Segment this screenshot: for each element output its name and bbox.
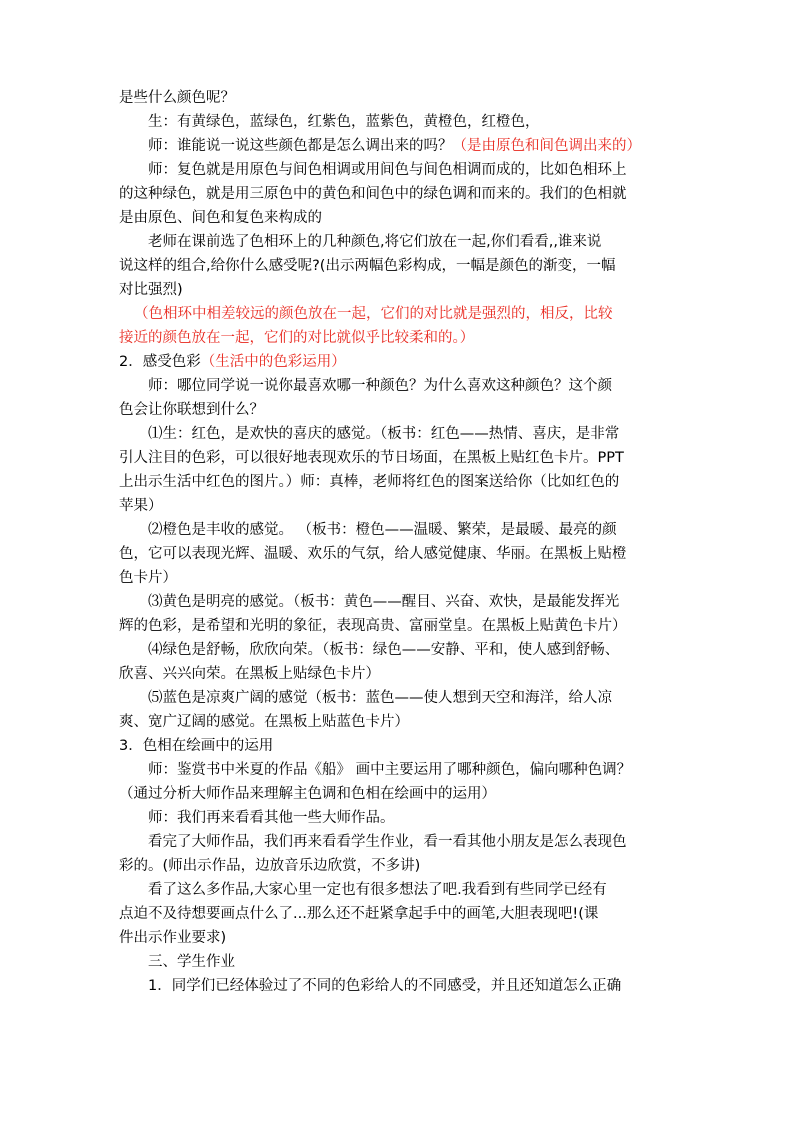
text-run: ⑸蓝色是凉爽广阔的感觉（板书：蓝色——使人想到天空和海洋，给人凉 [148,690,612,706]
text-line [148,422,619,446]
text-line [148,110,540,134]
text-line [119,614,627,638]
text-line [119,182,627,206]
text-line [134,302,613,326]
text-run: ⑶黄色是明亮的感觉。（板书：黄色——醒目、兴奋、欢快，是最能发挥光 [148,594,620,610]
text-line [148,518,617,542]
text-run: 三、学生作业 [148,954,235,970]
text-line [119,494,163,518]
text-line [148,758,631,782]
text-run: 欣喜、兴兴向荣。在黑板上贴绿色卡片） [119,666,380,682]
text-line [119,710,409,734]
text-run: 3．色相在绘画中的运用 [119,738,274,754]
text-run: 老师在课前选了色相环上的几种颜色,将它们放在一起,你们看看,,谁来说 [148,234,602,250]
text-run: 是由原色、间色和复色来构成的 [119,210,322,226]
text-line [148,230,601,254]
text-run: 对比强烈) [119,282,183,298]
highlighted-text: （是由原色和间色调出来的） [452,138,641,154]
text-run: ⑷绿色是舒畅，欣欣向荣。（板书：绿色——安静、平和，使人感到舒畅、 [148,642,620,658]
text-run: 师：哪位同学说一说你最喜欢哪一种颜色？为什么喜欢这种颜色？这个颜 [148,378,612,394]
text-run: 色，它可以表现光辉、温暖、欢乐的气氛，给人感觉健康、华丽。在黑板上贴橙 [119,546,627,562]
text-run: 辉的色彩，是希望和光明的象征，表现高贵、富丽堂皇。在黑板上贴黄色卡片） [119,618,627,634]
text-line [119,254,615,278]
text-line [148,158,627,182]
text-run: 师：鉴赏书中米夏的作品《船》 画中主要运用了哪种颜色，偏向哪种色调？ [148,762,632,778]
text-run: 1．同学们已经体验过了不同的色彩给人的不同感受，并且还知道怎么正确 [148,978,622,994]
text-line [119,350,346,374]
text-run: 点迫不及待想要画点什么了...那么还不赶紧拿起手中的画笔,大胆表现吧!(课 [119,906,599,922]
text-run: ⑴生：红色，是欢快的喜庆的感觉。（板书：红色——热情、喜庆，是非常 [148,426,620,442]
highlighted-text: 接近的颜色放在一起，它们的对比就似乎比较柔和的。） [119,330,475,346]
text-line [148,638,619,662]
text-run: 2．感受色彩 [119,354,201,370]
text-run: （通过分析大师作品来理解主色调和色相在绘画中的运用） [119,786,496,802]
text-line [119,926,226,950]
text-run: 看了这么多作品,大家心里一定也有很多想法了吧.我看到有些同学已经有 [148,882,607,898]
text-run: 说这样的组合,给你什么感受呢?(出示两幅色彩构成，一幅是颜色的渐变，一幅 [119,258,616,274]
text-line [148,950,235,974]
highlighted-text: （色相环中相差较远的颜色放在一起，它们的对比就是强烈的，相反，比较 [134,306,613,322]
text-run: 色卡片） [119,570,177,586]
text-line [148,830,627,854]
text-line [119,470,619,494]
text-run: ⑵橙色是丰收的感觉。 （板书：橙色——温暖、繁荣，是最暖、最亮的颜 [148,522,617,538]
text-line [148,878,607,902]
text-run: 生：有黄绿色，蓝绿色，红紫色，蓝紫色，黄橙色，红橙色， [148,114,540,130]
text-run: 师：复色就是用原色与间色相调或用间色与间色相调而成的，比如色相环上 [148,162,627,178]
text-line [148,686,612,710]
text-run: 师：谁能说一说这些颜色都是怎么调出来的吗？ [148,138,453,154]
text-line [148,134,641,158]
text-line [119,206,322,230]
text-run: 上出示生活中红色的图片。）师：真棒，老师将红色的图案送给你（比如红色的 [119,474,620,490]
text-line [119,278,183,302]
text-line [119,782,496,806]
text-run: 的这种绿色，就是用三原色中的黄色和间色中的绿色调和而来的。我们的色相就 [119,186,627,202]
highlighted-text: （生活中的色彩运用） [200,354,346,370]
text-run: 是些什么颜色呢？ [119,90,235,106]
text-line [119,446,624,470]
text-run: 看完了大师作品，我们再来看看学生作业，看一看其他小朋友是怎么表现色 [148,834,627,850]
text-run: 师：我们再来看看其他一些大师作品。 [148,810,395,826]
text-run: 引人注目的色彩，可以很好地表现欢乐的节日场面，在黑板上贴红色卡片。PPT [119,450,624,466]
text-line [148,806,395,830]
text-run: 彩的。(师出示作品，边放音乐边欣赏，不多讲) [119,858,421,874]
text-line [148,974,621,998]
text-run: 件出示作业要求) [119,930,227,946]
text-line [119,854,420,878]
text-line [119,326,474,350]
text-line [119,398,264,422]
text-line [119,902,598,926]
text-line [119,566,177,590]
text-line [148,590,619,614]
text-line [119,734,273,758]
text-line [119,662,380,686]
text-run: 色会让你联想到什么？ [119,402,264,418]
text-line [148,374,612,398]
text-run: 苹果） [119,498,163,514]
text-line [119,86,235,110]
text-line [119,542,627,566]
text-run: 爽、宽广辽阔的感觉。在黑板上贴蓝色卡片） [119,714,409,730]
